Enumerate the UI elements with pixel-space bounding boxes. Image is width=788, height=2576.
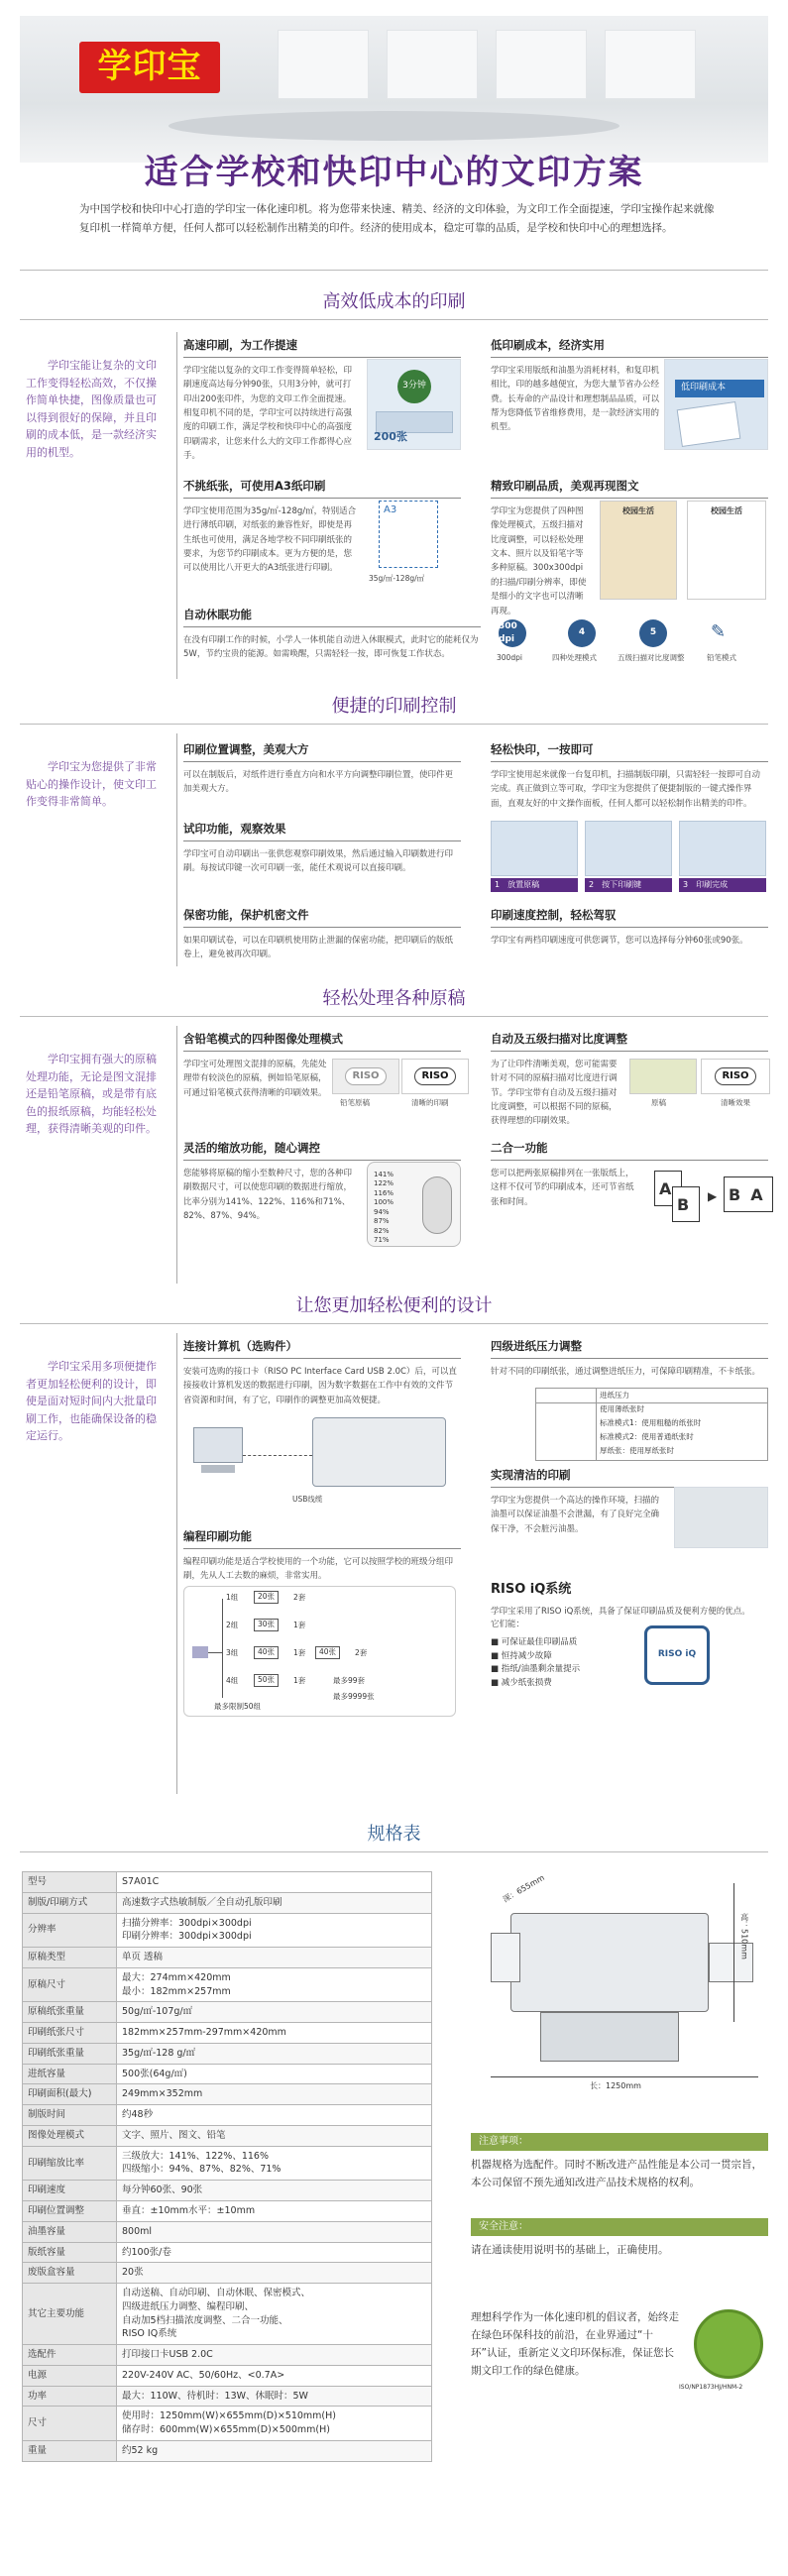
feature-block: 精致印刷品质，美观再现图文 学印宝为您提供了四种图像处理模式，五级扫描对比度调整，可以轻松处理文本、照片以及铅笔字等多种原稿。300x300dpi的扫描/印刷分辨率，即使是细小的文字也可以清晰再现。 xyxy=(491,478,768,618)
spec-value xyxy=(117,2386,432,2407)
spec-row xyxy=(23,1913,432,1948)
dpi-icon: 300 dpi xyxy=(499,619,526,647)
spec-value-line: 垂直：±10mm水平：±10mm xyxy=(122,2205,256,2217)
spec-key: 原稿尺寸 xyxy=(23,1967,117,2002)
spec-value-line: 四级缩小：94%、87%、82%、71% xyxy=(122,2164,281,2176)
spec-key: 印刷纸张重量 xyxy=(23,2043,117,2064)
eco-code: ISO/NP1873HJ/HNM-2 xyxy=(679,2384,743,2391)
section-title: 高效低成本的印刷 xyxy=(322,291,466,312)
page-headline: 适合学校和快印中心的文印方案 xyxy=(144,153,644,192)
paper-tray xyxy=(491,1933,520,1982)
feature-block: 实现清洁的印刷 学印宝为您提供一个高达的操作环境，扫描的油墨可以保证油墨不会泄漏，有了良好完全确保干净，不会脏污油墨。 xyxy=(491,1467,768,1536)
spec-value-line: 四级进纸压力调整、编程印刷、 xyxy=(122,2300,255,2312)
feature-icons-row xyxy=(491,619,773,674)
spec-value xyxy=(117,2201,432,2222)
feed-pressure-table: 进纸压力 使用薄纸张时 标准模式1：使用粗糙的纸张时 标准模式2：使用普通纸张时 厚纸张：使用厚纸张时 xyxy=(535,1388,768,1461)
spec-value-line: S7A01C xyxy=(122,1876,160,1887)
spec-value-line: 储存时：600mm(W)×655mm(D)×500mm(H) xyxy=(122,2424,330,2436)
spec-value xyxy=(117,2440,432,2461)
hero-banner xyxy=(20,16,768,163)
spec-value xyxy=(117,2407,432,2441)
spec-row xyxy=(23,1967,432,2002)
zoom-button xyxy=(422,1176,452,1234)
spec-value-line: 高速数字式热敏制版／全自动孔版印刷 xyxy=(122,1896,282,1908)
print-sample: 校园生活 xyxy=(687,501,766,600)
cleaning-illustration xyxy=(674,1487,768,1548)
feature-block: 四级进纸压力调整 针对不同的印刷纸张，通过调整进纸压力，可保障印刷精准，不卡纸张。 xyxy=(491,1338,768,1379)
spec-value-line: 20张 xyxy=(122,2267,144,2279)
brand-logo: 学印宝 xyxy=(79,42,220,93)
spec-row xyxy=(23,2263,432,2284)
spec-value-line: 单页 透稿 xyxy=(122,1952,164,1963)
two-up-illustration: A B ▶ BA xyxy=(654,1165,773,1234)
spec-value-line: 最大：274mm×420mm xyxy=(122,1971,231,1983)
spec-key: 进纸容量 xyxy=(23,2064,117,2084)
section-title: 让您更加轻松便利的设计 xyxy=(295,1295,493,1316)
spec-row xyxy=(23,2084,432,2105)
riso-logo-faded: RISO xyxy=(345,1067,386,1086)
feature-block: 低印刷成本，经济实用 学印宝采用版纸和油墨为消耗材料，和复印机相比，印的越多越便宜，为您大量节省办公经费。长寿命的产品设计和理想制品品质，可以帮为您降低节省维修费用，是一款经济实用的机型。 xyxy=(491,337,768,435)
height-line xyxy=(733,1883,734,2022)
contrast-level-icon: 5 xyxy=(639,619,667,647)
window-shape xyxy=(605,30,696,99)
spec-row xyxy=(23,2105,432,2126)
spec-row xyxy=(23,1892,432,1913)
spec-value-line: 使用时：1250mm(W)×655mm(D)×510mm(H) xyxy=(122,2410,336,2422)
spec-key: 选配件 xyxy=(23,2345,117,2366)
a3-sheet: A3 xyxy=(379,501,438,568)
spec-key: 功率 xyxy=(23,2386,117,2407)
spec-value-line: 自动送稿、自动印刷、自动休眠、保密模式、 xyxy=(122,2288,311,2299)
cost-badge: 低印刷成本 xyxy=(675,380,764,397)
note-text: 机器规格为选配件。同时不断改进产品性能是本公司一贯宗旨，本公司保留不预先通知改进产品技术规格的权利。 xyxy=(471,2159,762,2188)
spec-value xyxy=(117,2181,432,2201)
feature-block: 含铅笔模式的四种图像处理模式 学印宝可处理图文混排的原稿，先能处理带有较淡色的原稿，例如铅笔原稿，可通过铅笔模式获得清晰的印刷效果。 xyxy=(183,1031,461,1100)
speed-illustration xyxy=(367,359,461,450)
window-shape xyxy=(387,30,478,99)
spec-value xyxy=(117,2043,432,2064)
spec-key: 重量 xyxy=(23,2440,117,2461)
note-heading: 安全注意： xyxy=(471,2218,768,2236)
spec-key: 印刷速度 xyxy=(23,2181,117,2201)
table-shape xyxy=(169,111,619,141)
feature-block: 高速印刷，为工作提速 学印宝能以复杂的文印工作变得简单轻松，印刷速度高达每分钟90张，只用3分钟，就可打印出200张印件，为您的文印工作全面提速。相复印机不同的是，学印宝可以持续进行高强度的印刷工作，满足学校和快印中心的高强度印刷需求，让您来什么大的文印工作都得心应手。 xyxy=(183,337,461,464)
spec-value-line: 打印接口卡USB 2.0C xyxy=(122,2349,213,2361)
spec-value-line: 每分钟60张、90张 xyxy=(122,2184,203,2196)
spec-value-line: 文字、照片、图文、铅笔 xyxy=(122,2129,226,2141)
spec-key: 图像处理模式 xyxy=(23,2125,117,2146)
spec-value xyxy=(117,1948,432,1968)
feature-block: 保密功能，保护机密文件 如果印刷试卷，可以在印刷机使用防止泄漏的保密功能，把印刷后的版纸卷上，避免被再次印刷。 xyxy=(183,907,461,962)
spec-title: 规格表 xyxy=(367,1824,421,1845)
section-title: 轻松处理各种原稿 xyxy=(322,988,466,1009)
spec-value-line: 500张(64g/㎡) xyxy=(122,2068,187,2079)
printer-stand xyxy=(540,2012,679,2062)
printer-machine xyxy=(312,1417,446,1487)
feature-block: 自动及五级扫描对比度调整 为了让印件清晰美观，您可能需要针对不同的原稿扫描对比度进行调节。学印宝带有自动及五级扫描对比度调整，可以根据不同的原稿，获得理想的印刷效果。 xyxy=(491,1031,768,1129)
spec-key: 分辨率 xyxy=(23,1913,117,1948)
depth-label: 深：655mm xyxy=(501,1872,546,1905)
spec-row xyxy=(23,2345,432,2366)
spec-value xyxy=(117,1872,432,1893)
divider xyxy=(20,270,768,271)
vertical-divider xyxy=(176,1026,177,1284)
riso-logo: RISO xyxy=(715,1067,755,1086)
spec-value xyxy=(117,2345,432,2366)
a3-illustration xyxy=(369,501,461,590)
width-label: 长：1250mm xyxy=(590,2081,641,2090)
spec-key: 电源 xyxy=(23,2365,117,2386)
spec-value xyxy=(117,2064,432,2084)
feature-block: 试印功能，观察效果 学印宝可自动印刷出一张供您观察印刷效果，然后通过输入印刷数进行印刷。每按试印键一次可印刷一张，能任术观说可以直接印刷。 xyxy=(183,821,461,876)
spec-row xyxy=(23,2002,432,2023)
feature-block: 灵活的缩放功能，随心调控 您能够将原稿的缩小至数种尺寸，您的各种印刷数据尺寸，可以使您印刷的数据进行缩放，比率分别为141%、122%、116%和71%、82%、87%、94%。 xyxy=(183,1140,461,1223)
icon-caption: 铅笔模式 xyxy=(707,653,736,662)
caption: 清晰效果 xyxy=(721,1098,750,1107)
spec-value xyxy=(117,2221,432,2242)
vertical-divider xyxy=(176,733,177,966)
spec-value xyxy=(117,2023,432,2044)
spec-value xyxy=(117,2105,432,2126)
spec-row xyxy=(23,2365,432,2386)
print-quality-illustration xyxy=(600,501,768,602)
spec-value xyxy=(117,2284,432,2345)
one-touch-steps xyxy=(491,821,768,890)
contrast-illustration xyxy=(629,1059,773,1114)
spec-table xyxy=(22,1871,432,2462)
caption: USB线缆 xyxy=(292,1495,323,1504)
spec-value xyxy=(117,2242,432,2263)
vertical-divider xyxy=(176,1333,177,1794)
spec-value xyxy=(117,2365,432,2386)
feature-block: 连接计算机（选购件） 安装可选购的接口卡（RISO PC Interface Card USB 2.0C）后，可以直接接收计算机发送的数据进行印刷，因为数字数据在工作中有效的文件节省资源和时间，有了它，印刷作的调整更加高效便捷。 xyxy=(183,1338,461,1407)
step-label: 3 印刷完成 xyxy=(679,878,766,892)
vertical-divider xyxy=(176,332,177,679)
spec-key: 版纸容量 xyxy=(23,2242,117,2263)
feature-block: 自动休眠功能 在没有印刷工作的时候，小学人一体机能自动进入休眠模式，此时它的能耗仅为5W，节约宝贵的能源。如需唤醒，只需轻轻一按，即可恢复工作状态。 xyxy=(183,607,481,662)
computer-icon xyxy=(193,1427,243,1463)
clock-icon: 3分钟 xyxy=(397,370,431,403)
caption: 原稿 xyxy=(651,1098,666,1107)
mode-count-icon: 4 xyxy=(568,619,596,647)
spec-row xyxy=(23,1948,432,1968)
spec-value-line: 249mm×352mm xyxy=(122,2088,203,2100)
spec-row xyxy=(23,2242,432,2263)
feature-block: 轻松快印，一按即可 学印宝使用起来就像一台复印机，扫描制版印刷，只需轻轻一按即可自动完成。真正做到立等可取，学印宝为您提供了便捷制版的一键式操作界面，直观友好的中文操作面板，任何人都可以轻松制作出精美的印件。 xyxy=(491,741,768,811)
window-shape xyxy=(496,30,587,99)
spec-row xyxy=(23,2043,432,2064)
divider xyxy=(20,1016,768,1017)
riso-iq-block: RISO iQ系统 学印宝采用了RISO iQ系统，具备了保证印刷品质及便利方便的优点。它们能： ■ 可保证最佳印刷品质 ■ 恒持减少故障 ■ 指纸/油墨剩余量提示 ■ 减少纸张损费 xyxy=(491,1581,768,1690)
spec-value-line: 800ml xyxy=(122,2225,153,2237)
spec-row xyxy=(23,2221,432,2242)
icon-caption: 300dpi xyxy=(497,653,522,662)
paper-weight-label: 35g/㎡-128g/㎡ xyxy=(369,574,425,583)
divider xyxy=(20,1851,768,1852)
divider xyxy=(20,1323,768,1324)
spec-key: 原稿纸张重量 xyxy=(23,2002,117,2023)
feature-block: 印刷位置调整，美观大方 可以在制版后，对纸件进行垂直方向和水平方向调整印刷位置，使印件更加美观大方。 xyxy=(183,741,461,797)
feature-block: 不挑纸张，可使用A3纸印刷 学印宝使用范围为35g/㎡-128g/㎡，特别适合进行薄纸印刷，对纸张的兼容性好，即使是再生纸也可使用，满足各地学校不同印刷纸张的要求，为您节约印刷成本。更为方便的是，您可以使用比八开更大的A3纸张进行印刷。 xyxy=(183,478,461,576)
section-title: 便捷的印刷控制 xyxy=(331,696,457,717)
intro-paragraph: 为中国学校和快印中心打造的学印宝一体化速印机。将为您带来快速、精美、经济的文印体验，为文印工作全面提速，学印宝操作起来就像复印机一样简单方便，任何人都可以轻松制作出精美的印件。经济的使用成本，稳定可靠的品质，是学校和快印中心的理想选择。 xyxy=(79,203,715,235)
pencil-mode-illustration xyxy=(332,1059,471,1114)
note-heading: 注意事项： xyxy=(471,2133,768,2151)
sheet-count-badge: 200张 xyxy=(374,430,407,444)
program-print-diagram: 1组 20张 2套 2组 30张 1套 3组 40张 1套 40张 2套 4组 50张 1套 最多99套 最多9999张 最多限制50组 xyxy=(183,1586,456,1717)
spec-key: 其它主要功能 xyxy=(23,2284,117,2345)
spec-value xyxy=(117,1967,432,2002)
spec-key: 印刷缩放比率 xyxy=(23,2146,117,2181)
spec-key: 废版盒容量 xyxy=(23,2263,117,2284)
newspaper-sample: 校园生活 xyxy=(600,501,677,600)
spec-value-line: 最小：182mm×257mm xyxy=(122,1985,231,1997)
caption: 清晰的印刷 xyxy=(411,1098,449,1107)
spec-value xyxy=(117,2002,432,2023)
spec-value-line: 35g/㎡-128 g/㎡ xyxy=(122,2047,196,2059)
spec-value-line: 三级放大：141%、122%、116% xyxy=(122,2150,269,2162)
spec-value xyxy=(117,2146,432,2181)
note-text: 请在通读使用说明书的基础上，正确使用。 xyxy=(471,2244,669,2256)
caption: 铅笔原稿 xyxy=(340,1098,370,1107)
divider xyxy=(20,319,768,320)
icon-caption: 五级扫描对比度调整 xyxy=(618,653,685,662)
spec-key: 印刷位置调整 xyxy=(23,2201,117,2222)
section-description: 学印宝为您提供了非常贴心的操作设计，使文印工作变得非常简单。 xyxy=(26,760,157,809)
spec-value-line: 约52 kg xyxy=(122,2444,159,2456)
paper-sheet xyxy=(677,401,741,447)
section-description: 学印宝拥有强大的原稿处理功能，无论是图文混排还是铅笔原稿，或是带有底色的报纸原稿，均能轻松处理，获得清晰美观的印件。 xyxy=(26,1053,157,1136)
spec-row xyxy=(23,2386,432,2407)
spec-row xyxy=(23,2181,432,2201)
width-line xyxy=(491,2076,758,2077)
spec-key: 尺寸 xyxy=(23,2407,117,2441)
spec-key: 制版/印刷方式 xyxy=(23,1892,117,1913)
divider xyxy=(20,724,768,725)
spec-row xyxy=(23,2146,432,2181)
spec-value-line: 印刷分辨率：300dpi×300dpi xyxy=(122,1931,252,1943)
spec-row xyxy=(23,2023,432,2044)
spec-value-line: 最大：110W、待机时：13W、休眠时：5W xyxy=(122,2390,308,2402)
step-image xyxy=(585,821,672,876)
spec-value xyxy=(117,2263,432,2284)
step-label: 2 按下印刷键 xyxy=(585,878,672,892)
spec-value-line: 约48秒 xyxy=(122,2109,154,2121)
cost-illustration xyxy=(664,359,768,450)
document-icon xyxy=(192,1646,208,1658)
spec-row xyxy=(23,2125,432,2146)
step-label: 1 放置原稿 xyxy=(491,878,578,892)
section-description: 学印宝能让复杂的文印工作变得轻松高效，不仅操作简单快捷，图像质量也可以得到很好的保障，并且印刷的成本低，是一款经济实用的机型。 xyxy=(26,359,157,459)
spec-row xyxy=(23,2064,432,2084)
spec-key: 油墨容量 xyxy=(23,2221,117,2242)
spec-value-line: 220V-240V AC、50/60Hz、<0.7A> xyxy=(122,2369,285,2381)
spec-row xyxy=(23,2407,432,2441)
step-image xyxy=(679,821,766,876)
icon-caption: 四种处理模式 xyxy=(552,653,597,662)
spec-key: 原稿类型 xyxy=(23,1948,117,1968)
spec-value-line: 50g/㎡-107g/㎡ xyxy=(122,2006,193,2018)
usb-cable xyxy=(243,1455,312,1456)
spec-row xyxy=(23,1872,432,1893)
spec-key: 印刷纸张尺寸 xyxy=(23,2023,117,2044)
window-shape xyxy=(278,30,369,99)
spec-value-line: RISO IQ系统 xyxy=(122,2328,177,2340)
pc-connect-illustration xyxy=(193,1407,451,1516)
spec-value-line: 182mm×257mm-297mm×420mm xyxy=(122,2027,286,2039)
spec-key: 印刷面积(最大) xyxy=(23,2084,117,2105)
height-label: 高：510mm xyxy=(739,1913,749,1960)
spec-value xyxy=(117,2084,432,2105)
spec-value xyxy=(117,2125,432,2146)
eco-label-seal xyxy=(694,2309,763,2379)
zoom-panel: 141% 122% 116% 100% 94% 87% 82% 71% xyxy=(367,1162,461,1247)
spec-value-line: 约100张/卷 xyxy=(122,2246,171,2258)
riso-iq-title: RISO iQ系统 xyxy=(491,1582,572,1597)
spec-key: 制版时间 xyxy=(23,2105,117,2126)
step-image xyxy=(491,821,578,876)
feature-block: 二合一功能 您可以把两张原稿排列在一张版纸上，这样不仅可节约印刷成本，还可节省纸张和时间。 xyxy=(491,1140,768,1209)
spec-row xyxy=(23,2201,432,2222)
section-description: 学印宝采用多项便捷作者更加轻松便利的设计，即使是面对短时间内大批量印刷工作，也能确保设备的稳定运行。 xyxy=(26,1360,157,1443)
riso-logo: RISO xyxy=(414,1067,455,1086)
feature-block: 编程印刷功能 编程印刷功能是适合学校使用的一个功能，它可以按照学校的班级分组印刷，先从人工去数的麻烦，非常实用。 xyxy=(183,1528,461,1584)
keyboard-icon xyxy=(201,1465,235,1473)
spec-value-line: 自动加5档扫描浓度调整、二合一功能、 xyxy=(122,2314,288,2326)
machine-drawing xyxy=(471,1873,768,2101)
feature-block: 印刷速度控制，轻松驾驭 学印宝有两档印刷速度可供您调节，您可以选择每分钟60张或90张。 xyxy=(491,907,768,948)
riso-iq-badge: RISO iQ xyxy=(644,1625,710,1685)
spec-row xyxy=(23,2440,432,2461)
spec-value-line: 扫描分辨率：300dpi×300dpi xyxy=(122,1917,252,1929)
pencil-icon: ✎ xyxy=(711,621,727,642)
eco-text: 理想科学作为一体化速印机的倡议者，始终走在绿色环保科技的前沿，在业界通过“十环”认证，重新定义文印环保标准，保证您长期文印工作的绿色健康。 xyxy=(471,2311,679,2377)
spec-value xyxy=(117,1913,432,1948)
arrow-right-icon: ▶ xyxy=(708,1189,718,1203)
spec-value xyxy=(117,1892,432,1913)
printer-body xyxy=(510,1913,709,2012)
spec-row xyxy=(23,2284,432,2345)
spec-key: 型号 xyxy=(23,1872,117,1893)
